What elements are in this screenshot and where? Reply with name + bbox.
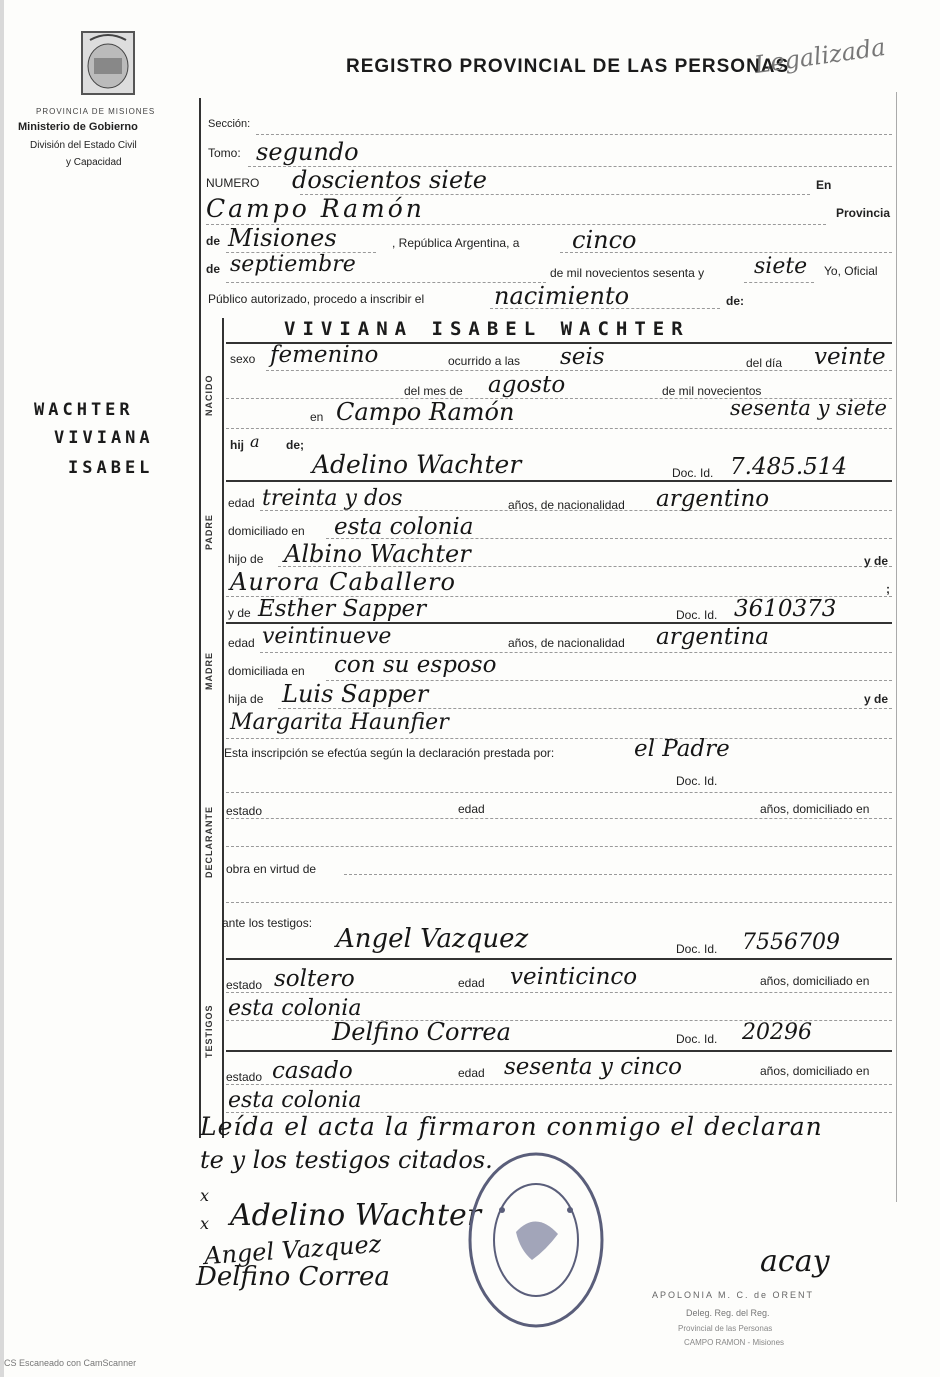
madre-dom-value: con su esposo bbox=[334, 652, 497, 678]
testigo1-dom-value: esta colonia bbox=[228, 996, 362, 1021]
padre-edad-value: treinta y dos bbox=[262, 486, 403, 511]
division-name-2: y Capacidad bbox=[66, 157, 122, 168]
testigo1-estado-label: estado bbox=[226, 978, 263, 992]
testigo1-doc-label: Doc. Id. bbox=[676, 942, 718, 956]
testigo1-edad-label: edad bbox=[458, 976, 485, 990]
madre-hija-value: Luis Sapper bbox=[282, 680, 429, 708]
testigo2-edad-value: sesenta y cinco bbox=[504, 1054, 682, 1080]
mes-value: septiembre bbox=[230, 252, 356, 277]
section-padre: PADRE bbox=[204, 514, 214, 550]
signature-testigo-2: Delfino Correa bbox=[196, 1262, 390, 1292]
closing-line-1: Leída el acta la firmaron conmigo el declaran bbox=[200, 1112, 823, 1141]
page-title: REGISTRO PROVINCIAL DE LAS PERSONAS bbox=[346, 56, 790, 77]
padre-dom-label: domiciliado en bbox=[228, 524, 305, 538]
anio-nac-value: sesenta y siete bbox=[730, 396, 887, 420]
madre-edad-value: veintinueve bbox=[262, 624, 392, 649]
yo-oficial-label: Yo, Oficial bbox=[824, 264, 878, 278]
ante-testigos-label: ante los testigos: bbox=[222, 916, 313, 930]
hij-suffix: a bbox=[250, 432, 260, 451]
testigo1-nombre: Angel Vazquez bbox=[336, 924, 529, 954]
closing-line-2: te y los testigos citados. bbox=[200, 1146, 493, 1174]
testigo2-nombre: Delfino Correa bbox=[332, 1018, 511, 1046]
ocurrido-label: ocurrido a las bbox=[448, 354, 521, 368]
lugar-value: Campo Ramón bbox=[206, 194, 425, 223]
testigo1-dom-label: años, domiciliado en bbox=[760, 974, 870, 988]
padre-hijo-label: hijo de bbox=[228, 552, 264, 566]
stamp-name: APOLONIA M. C. de ORENT bbox=[652, 1290, 815, 1300]
hij-label: hij bbox=[230, 438, 244, 452]
testigo1-doc-value: 7556709 bbox=[742, 930, 840, 955]
madre-hija-label: hija de bbox=[228, 692, 264, 706]
madre-nombre: Esther Sapper bbox=[258, 596, 427, 622]
padre-nac-label: años, de nacionalidad bbox=[508, 498, 625, 512]
section-declarante: DECLARANTE bbox=[204, 806, 214, 878]
declaracion-label: Esta inscripción se efectúa según la declaración prestada por: bbox=[224, 746, 555, 760]
dia-value: cinco bbox=[572, 226, 637, 254]
declarante-dom-label: años, domiciliado en bbox=[760, 802, 870, 816]
testigo1-estado-value: soltero bbox=[274, 966, 355, 992]
form-frame-left bbox=[199, 98, 201, 1138]
testigo2-dom-value: esta colonia bbox=[228, 1088, 362, 1113]
testigo2-edad-label: edad bbox=[458, 1066, 485, 1080]
madre-doc-label: Doc. Id. bbox=[676, 608, 718, 622]
padre-nac-value: argentino bbox=[656, 486, 770, 512]
en-label-2: en bbox=[310, 410, 324, 424]
province-line: PROVINCIA DE MISIONES bbox=[36, 107, 156, 116]
form-frame-right bbox=[896, 92, 897, 1202]
de-label-1: de bbox=[206, 234, 221, 248]
madre-nac-label: años, de nacionalidad bbox=[508, 636, 625, 650]
stamp-line-4: CAMPO RAMON - Misiones bbox=[684, 1338, 785, 1347]
del-dia-label: del día bbox=[746, 356, 783, 370]
obra-virtud-label: obra en virtud de bbox=[226, 862, 317, 876]
padre-doc-value: 7.485.514 bbox=[730, 454, 848, 480]
mil-novecientos-label: de mil novecientos bbox=[662, 384, 762, 398]
signature-oficial: acay bbox=[760, 1244, 830, 1279]
stamp-role: Deleg. Reg. del Reg. bbox=[686, 1308, 770, 1318]
testigo2-dom-label: años, domiciliado en bbox=[760, 1064, 870, 1078]
publico-label: Público autorizado, procedo a inscribir el bbox=[208, 292, 425, 306]
tomo-label: Tomo: bbox=[208, 146, 241, 160]
mil-sesenta-label: de mil novecientos sesenta y bbox=[550, 266, 705, 280]
numero-value: doscientos siete bbox=[292, 166, 487, 194]
madre-madre-value: Margarita Haunfier bbox=[230, 710, 449, 735]
testigo2-estado-value: casado bbox=[272, 1058, 353, 1084]
padre-hijo-value: Albino Wachter bbox=[284, 540, 471, 568]
anio-value: siete bbox=[754, 254, 808, 279]
republica-label: , República Argentina, a bbox=[392, 236, 520, 250]
declarante-estado-label: estado bbox=[226, 804, 263, 818]
padre-y-de-label: y de bbox=[864, 554, 889, 568]
section-testigos: TESTIGOS bbox=[204, 1004, 214, 1058]
form-frame-inner bbox=[222, 318, 224, 1138]
declarante-doc-label: Doc. Id. bbox=[676, 774, 718, 788]
margin-note-2: VIVIANA bbox=[54, 428, 154, 448]
mes-nac-value: agosto bbox=[488, 372, 566, 398]
testigo2-estado-label: estado bbox=[226, 1070, 263, 1084]
signature-padre: Adelino Wachter bbox=[230, 1198, 482, 1233]
division-name: División del Estado Civil bbox=[30, 140, 137, 151]
testigo1-edad-value: veinticinco bbox=[510, 964, 638, 990]
padre-dom-value: esta colonia bbox=[334, 514, 474, 540]
madre-doc-value: 3610373 bbox=[734, 596, 837, 622]
declarante-edad-label: edad bbox=[458, 802, 485, 816]
seccion-label: Sección: bbox=[208, 118, 251, 130]
de-label-3: de: bbox=[726, 294, 744, 308]
sexo-label: sexo bbox=[230, 352, 256, 366]
margin-note-1: WACHTER bbox=[34, 400, 134, 420]
declarante-value: el Padre bbox=[634, 736, 730, 762]
ministry-name: Ministerio de Gobierno bbox=[18, 121, 138, 133]
signature-mark-2: x bbox=[200, 1214, 210, 1233]
signature-mark-1: x bbox=[200, 1186, 210, 1205]
madre-nac-value: argentina bbox=[656, 624, 769, 650]
madre-y-de-2-label: y de bbox=[864, 692, 889, 706]
testigo2-doc-value: 20296 bbox=[742, 1020, 812, 1045]
padre-madre-value: Aurora Caballero bbox=[230, 568, 456, 596]
legalizada-note: Legalizada bbox=[752, 32, 888, 80]
hora-value: seis bbox=[560, 344, 605, 370]
dia-nac-value: veinte bbox=[814, 344, 886, 370]
provincia-value: Misiones bbox=[228, 224, 337, 252]
padre-doc-label: Doc. Id. bbox=[672, 466, 714, 480]
tomo-value: segundo bbox=[256, 138, 359, 166]
page-edge bbox=[0, 0, 4, 1377]
coat-of-arms-icon bbox=[80, 30, 136, 96]
de-label-2: de bbox=[206, 262, 221, 276]
lugar-nac-value: Campo Ramón bbox=[336, 398, 515, 426]
padre-nombre: Adelino Wachter bbox=[312, 450, 522, 479]
madre-edad-label: edad bbox=[228, 636, 255, 650]
section-nacido: NACIDO bbox=[204, 374, 214, 416]
madre-dom-label: domiciliada en bbox=[228, 664, 305, 678]
stamp-line-3: Provincial de las Personas bbox=[678, 1324, 773, 1333]
margin-note-3: ISABEL bbox=[68, 458, 154, 478]
padre-edad-label: edad bbox=[228, 496, 255, 510]
de-label-4: de; bbox=[286, 438, 304, 452]
signature-testigo-1: Angel Vazquez bbox=[203, 1229, 383, 1271]
del-mes-label: del mes de bbox=[404, 384, 463, 398]
numero-label: NUMERO bbox=[206, 176, 260, 190]
sexo-value: femenino bbox=[270, 342, 379, 368]
scanner-watermark: CS Escaneado con CamScanner bbox=[4, 1358, 137, 1368]
provincia-label: Provincia bbox=[836, 206, 891, 220]
madre-y-de-label: y de bbox=[228, 606, 251, 620]
en-label: En bbox=[816, 178, 832, 192]
official-seal-icon bbox=[466, 1150, 606, 1330]
testigo2-doc-label: Doc. Id. bbox=[676, 1032, 718, 1046]
acto-value: nacimiento bbox=[494, 282, 630, 310]
semicolon-label: ; bbox=[886, 582, 890, 596]
registrant-name: VIVIANA ISABEL WACHTER bbox=[284, 318, 690, 340]
section-madre: MADRE bbox=[204, 652, 214, 690]
